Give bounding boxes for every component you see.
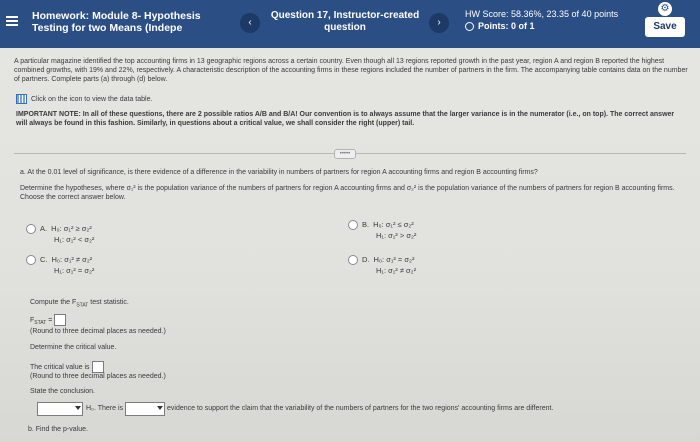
- points-circle-icon: [465, 22, 474, 31]
- points-text: Points: 0 of 1: [478, 21, 535, 31]
- option-d-letter: D.: [362, 255, 370, 264]
- conclusion-middle-text: H₀. There is: [86, 405, 124, 412]
- fstat-equals: =: [46, 316, 53, 324]
- data-table-link-row[interactable]: [16, 94, 152, 104]
- compute-tail: test statistic.: [88, 299, 129, 306]
- option-b-h1: H₁: σ₁² > σ₂²: [376, 231, 417, 240]
- option-b-radio[interactable]: [348, 220, 358, 230]
- option-c-h0: H₀: σ₁² ≠ σ₂²: [51, 255, 93, 264]
- option-c-radio[interactable]: [26, 255, 36, 265]
- chevron-down-icon: [157, 406, 163, 410]
- option-d-h1: H₁: σ₁² ≠ σ₂²: [376, 266, 417, 275]
- option-b[interactable]: [348, 219, 416, 241]
- data-table-link-text[interactable]: Click on the icon to view the data table.: [31, 95, 153, 103]
- question-title-line2: question: [324, 22, 366, 33]
- menu-icon[interactable]: [6, 14, 18, 28]
- conclusion-prompt: State the conclusion.: [30, 388, 95, 395]
- critical-value-prompt: Determine the critical value.: [30, 344, 117, 351]
- option-b-letter: B.: [362, 220, 370, 229]
- fstat-label: F: [30, 316, 35, 324]
- option-c[interactable]: [26, 254, 94, 276]
- question-title: [270, 10, 420, 34]
- option-c-letter: C.: [40, 255, 48, 264]
- round-hint-2: (Round to three decimal places as needed.): [30, 373, 166, 380]
- compute-prompt: [30, 298, 129, 310]
- fstat-input[interactable]: [54, 314, 66, 326]
- critical-value-label: The critical value is: [30, 363, 90, 371]
- homework-title-line2: Testing for two Means (Indepe: [32, 22, 183, 34]
- option-a-h1: H₁: σ₁² < σ₂²: [54, 235, 95, 244]
- round-hint-1: (Round to three decimal places as needed.): [30, 328, 166, 335]
- option-a-letter: A.: [40, 224, 48, 233]
- part-b-question: b. Find the p-value.: [28, 426, 88, 433]
- score-panel: [465, 8, 618, 32]
- homework-title: [32, 10, 201, 34]
- option-c-h1: H₁: σ₁² = σ₂²: [54, 266, 95, 275]
- option-d-h0: H₀: σ₁² = σ₂²: [373, 255, 415, 264]
- expand-ellipsis-button[interactable]: •••••: [334, 149, 356, 159]
- homework-title-line1: Homework: Module 8- Hypothesis: [32, 10, 201, 22]
- points-row: [465, 20, 618, 32]
- option-a[interactable]: [26, 223, 94, 245]
- hypotheses-instructions: Determine the hypotheses, where σ₁² is the population variance of the numbers of partners for region A accounting firms and σ₂² is the population variance of the numbers of partners for region B accounting firms. Choose the correct answer below.: [20, 185, 675, 201]
- header-bar: [0, 0, 700, 48]
- option-a-radio[interactable]: [26, 224, 36, 234]
- save-button[interactable]: Save: [645, 17, 685, 37]
- hw-score: HW Score: 58.36%, 23.35 of 40 points: [465, 9, 619, 19]
- fstat-subscript: STAT: [34, 320, 47, 327]
- important-note: IMPORTANT NOTE: In all of these questions, there are 2 possible ratios A/B and B/A! Our convention is to always assume that the larger variance is in the numerator (i.e., on top). The correct answer will always be found in this fashion. Similarly, in questions about a critical value, we shall consider the right (upper) tail.: [16, 111, 675, 127]
- reject-decision-select[interactable]: [37, 402, 83, 416]
- compute-text: Compute the F: [30, 299, 77, 306]
- chevron-down-icon: [75, 406, 81, 410]
- part-a-question: a. At the 0.01 level of significance, is there evidence of a difference in the variability in numbers of partners for region A accounting firms and region B accounting firms?: [20, 169, 538, 176]
- previous-question-button[interactable]: ‹: [240, 13, 260, 33]
- conclusion-tail-text: evidence to support the claim that the variability of the numbers of partners for the two regions' accounting firms are different.: [167, 405, 554, 412]
- problem-intro: A particular magazine identified the top accounting firms in 13 geographic regions across a certain country. Even though all 13 regions reported growth in the past year, region A and region B reported the highest combined growths, with 19% and 22%, respectively. A characteristic description of the accounting firms in these regions included the number of partners in the firm. The accompanying table contains data on the number of partners. Complete parts (a) through (d) below.: [14, 58, 688, 83]
- data-table-icon[interactable]: [16, 94, 27, 104]
- evidence-select[interactable]: [125, 402, 165, 416]
- question-title-line1: Question 17, Instructor-created: [270, 10, 420, 21]
- option-d-radio[interactable]: [348, 255, 358, 265]
- settings-gear-icon[interactable]: ⚙: [658, 2, 672, 16]
- option-b-h0: H₀: σ₁² ≤ σ₂²: [373, 220, 414, 229]
- option-d[interactable]: [348, 254, 416, 276]
- next-question-button[interactable]: ›: [429, 13, 449, 33]
- compute-subscript: STAT: [76, 302, 89, 309]
- option-a-h0: H₀: σ₁² ≥ σ₂²: [51, 224, 92, 233]
